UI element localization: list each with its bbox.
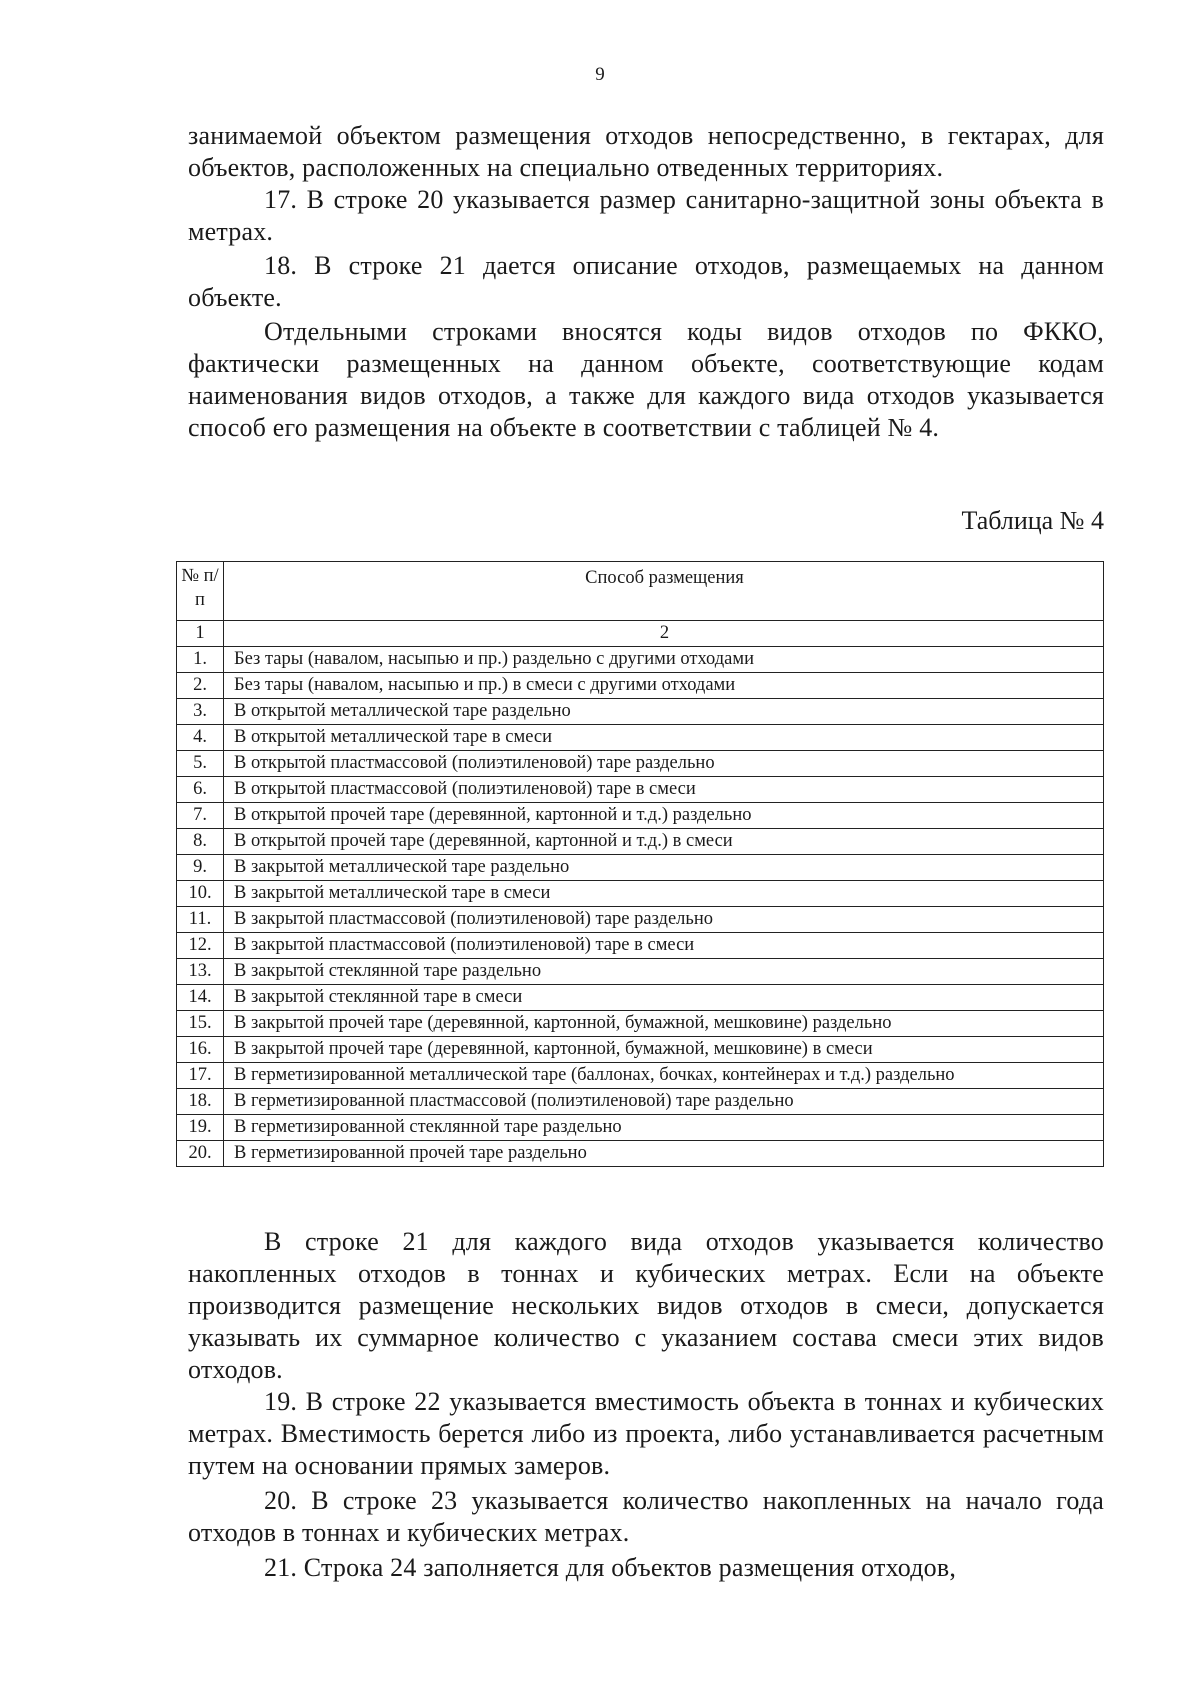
table-body: [177, 647, 1104, 1167]
row-number: 4.: [177, 725, 224, 751]
row-method: В герметизированной стеклянной таре раздельно: [224, 1115, 1104, 1141]
row-number: 9.: [177, 855, 224, 881]
table-row: [177, 1141, 1104, 1167]
table-row: [177, 777, 1104, 803]
col-index-2: 2: [224, 621, 1104, 647]
row-method: В герметизированной прочей таре раздельно: [224, 1141, 1104, 1167]
row-method: Без тары (навалом, насыпью и пр.) в смеси с другими отходами: [224, 673, 1104, 699]
paragraph: 17. В строке 20 указывается размер санитарно-защитной зоны объекта в метрах.: [188, 185, 1104, 246]
row-method: В закрытой прочей таре (деревянной, картонной, бумажной, мешковине) раздельно: [224, 1011, 1104, 1037]
row-method: В закрытой стеклянной таре в смеси: [224, 985, 1104, 1011]
row-method: В открытой прочей таре (деревянной, картонной и т.д.) в смеси: [224, 829, 1104, 855]
table-row: [177, 1037, 1104, 1063]
table-row: [177, 673, 1104, 699]
row-method: В открытой металлической таре раздельно: [224, 699, 1104, 725]
row-method: В закрытой стеклянной таре раздельно: [224, 959, 1104, 985]
table-row: [177, 855, 1104, 881]
row-number: 12.: [177, 933, 224, 959]
row-number: 18.: [177, 1089, 224, 1115]
table-row: [177, 959, 1104, 985]
text-bottom: [188, 1226, 1104, 1584]
table-caption: Таблица № 4: [961, 506, 1104, 535]
row-method: В герметизированной пластмассовой (полиэтиленовой) таре раздельно: [224, 1089, 1104, 1115]
row-method: Без тары (навалом, насыпью и пр.) раздельно с другими отходами: [224, 647, 1104, 673]
paragraph: 18. В строке 21 дается описание отходов, размещаемых на данном объекте.: [188, 251, 1104, 312]
table-row: [177, 1063, 1104, 1089]
row-number: 6.: [177, 777, 224, 803]
row-method: В герметизированной металлической таре (баллонах, бочках, контейнерах и т.д.) раздельно: [224, 1063, 1104, 1089]
table-index-row: [177, 621, 1104, 647]
row-number: 7.: [177, 803, 224, 829]
row-method: В закрытой металлической таре в смеси: [224, 881, 1104, 907]
row-number: 2.: [177, 673, 224, 699]
row-number: 20.: [177, 1141, 224, 1167]
table-row: [177, 1089, 1104, 1115]
header-num: № п/п: [177, 562, 224, 621]
paragraph: занимаемой объектом размещения отходов непосредственно, в гектарах, для объектов, расположенных на специально отведенных территориях.: [188, 121, 1104, 182]
table-row: [177, 907, 1104, 933]
col-index-1: 1: [177, 621, 224, 647]
row-number: 10.: [177, 881, 224, 907]
row-number: 17.: [177, 1063, 224, 1089]
paragraph: 21. Строка 24 заполняется для объектов размещения отходов,: [264, 1553, 957, 1582]
table-header-row: [177, 562, 1104, 621]
placement-methods-table: [176, 561, 1104, 1167]
row-method: В закрытой пластмассовой (полиэтиленовой) таре в смеси: [224, 933, 1104, 959]
row-number: 19.: [177, 1115, 224, 1141]
paragraph: 19. В строке 22 указывается вместимость объекта в тоннах и кубических метрах. Вместимость берется либо из проекта, либо устанавливается расчетным путем на основании прямых замеров.: [188, 1387, 1104, 1480]
row-method: В открытой металлической таре в смеси: [224, 725, 1104, 751]
row-method: В открытой пластмассовой (полиэтиленовой) таре раздельно: [224, 751, 1104, 777]
row-number: 15.: [177, 1011, 224, 1037]
table-row: [177, 881, 1104, 907]
paragraph: Отдельными строками вносятся коды видов отходов по ФККО, фактически размещенных на данном объекте, соответствующие кодам наименования видов отходов, а также для каждого вида отходов указывается способ его размещения на объекте в соответствии с таблицей № 4.: [188, 317, 1104, 442]
row-number: 8.: [177, 829, 224, 855]
row-method: В закрытой пластмассовой (полиэтиленовой) таре раздельно: [224, 907, 1104, 933]
row-number: 5.: [177, 751, 224, 777]
paragraph: 20. В строке 23 указывается количество накопленных на начало года отходов в тоннах и кубических метрах.: [188, 1486, 1104, 1547]
row-number: 13.: [177, 959, 224, 985]
table-row: [177, 699, 1104, 725]
table-row: [177, 647, 1104, 673]
row-number: 1.: [177, 647, 224, 673]
table-row: [177, 829, 1104, 855]
table-row: [177, 725, 1104, 751]
table-row: [177, 985, 1104, 1011]
paragraph: В строке 21 для каждого вида отходов указывается количество накопленных отходов в тоннах и кубических метрах. Если на объекте производится размещение нескольких видов отходов в смеси, допускается указывать их суммарное количество с указанием состава смеси этих видов отходов.: [188, 1227, 1104, 1384]
row-number: 14.: [177, 985, 224, 1011]
table-row: [177, 1011, 1104, 1037]
row-method: В закрытой прочей таре (деревянной, картонной, бумажной, мешковине) в смеси: [224, 1037, 1104, 1063]
table-row: [177, 803, 1104, 829]
page-number: 9: [595, 64, 605, 85]
row-method: В открытой прочей таре (деревянной, картонной и т.д.) раздельно: [224, 803, 1104, 829]
table-row: [177, 933, 1104, 959]
row-number: 11.: [177, 907, 224, 933]
row-method: В открытой пластмассовой (полиэтиленовой) таре в смеси: [224, 777, 1104, 803]
header-method: Способ размещения: [224, 562, 1104, 621]
text-top: [188, 120, 1104, 444]
table-row: [177, 1115, 1104, 1141]
row-method: В закрытой металлической таре раздельно: [224, 855, 1104, 881]
table-row: [177, 751, 1104, 777]
row-number: 3.: [177, 699, 224, 725]
row-number: 16.: [177, 1037, 224, 1063]
